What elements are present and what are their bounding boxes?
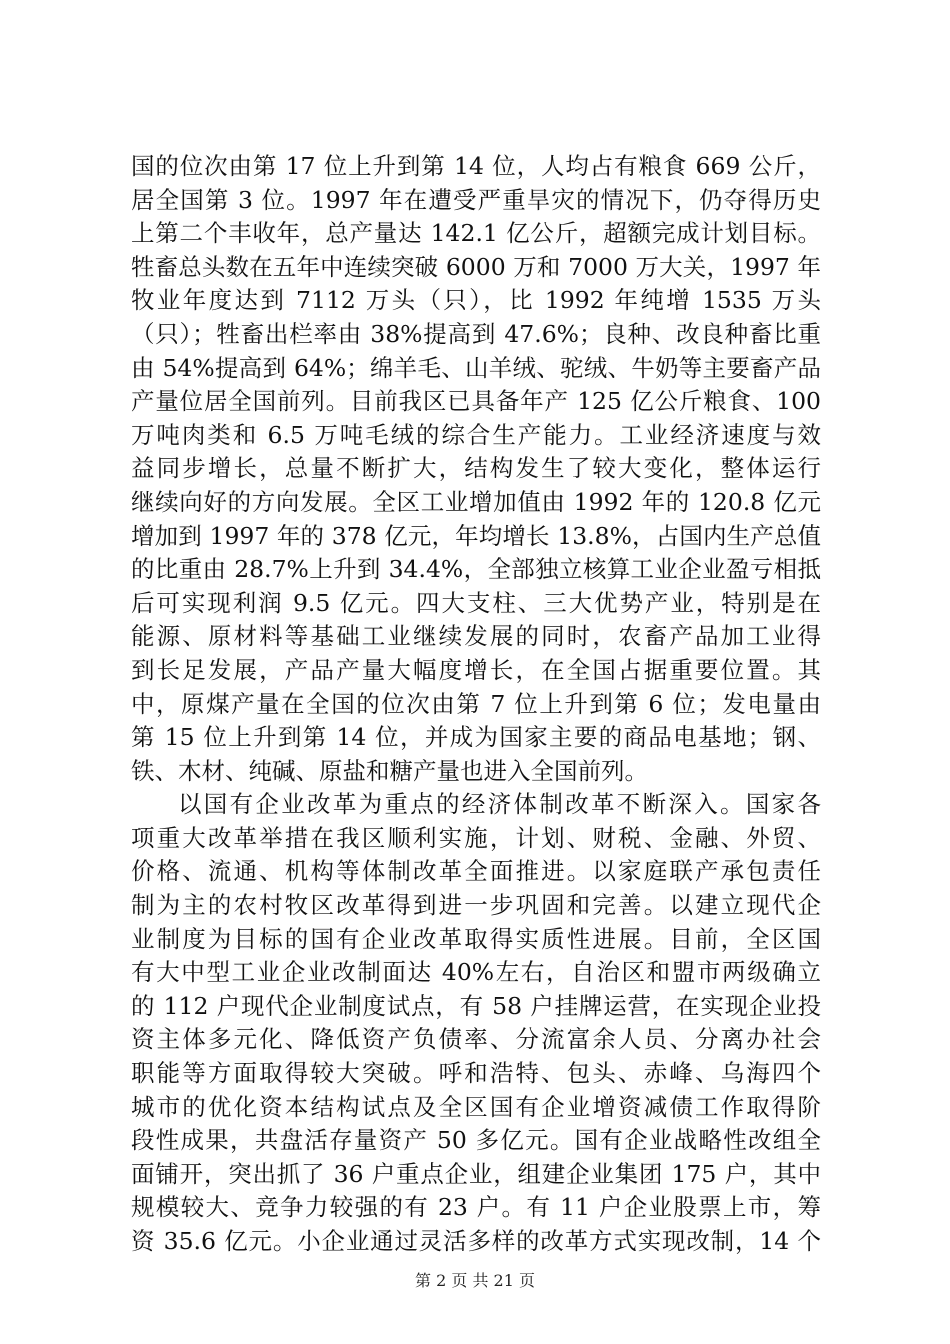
text-line: 规模较大、竞争力较强的有 23 户。有 11 户企业股票上市，筹: [131, 1193, 821, 1222]
text-line: 到长足发展，产品产量大幅度增长，在全国占据重要位置。其: [131, 655, 821, 684]
text-line: 万吨肉类和 6.5 万吨毛绒的综合生产能力。工业经济速度与效: [131, 420, 821, 449]
text-line: 段性成果，共盘活存量资产 50 多亿元。国有企业战略性改组全: [131, 1126, 821, 1155]
text-line: 第 15 位上升到第 14 位，并成为国家主要的商品电基地；钢、: [131, 723, 821, 752]
text-line: 资主体多元化、降低资产负债率、分流富余人员、分离办社会: [131, 1025, 821, 1054]
text-line: 价格、流通、机构等体制改革全面推进。以家庭联产承包责任: [131, 857, 821, 886]
text-line: 继续向好的方向发展。全区工业增加值由 1992 年的 120.8 亿元: [131, 487, 821, 516]
text-line: 的比重由 28.7%上升到 34.4%，全部独立核算工业企业盈亏相抵: [131, 555, 821, 584]
text-line: 增加到 1997 年的 378 亿元，年均增长 13.8%，占国内生产总值: [131, 521, 821, 550]
text-line: 项重大改革举措在我区顺利实施，计划、财税、金融、外贸、: [131, 823, 821, 852]
text-line: 由 54%提高到 64%；绵羊毛、山羊绒、驼绒、牛奶等主要畜产品: [131, 353, 821, 382]
text-line: 牧业年度达到 7112 万头（只），比 1992 年纯增 1535 万头: [131, 286, 821, 315]
text-line: （只）；牲畜出栏率由 38%提高到 47.6%；良种、改良种畜比重: [131, 319, 821, 348]
text-line-paragraph-end: 铁、木材、纯碱、原盐和糖产量也进入全国前列。: [131, 756, 648, 785]
text-line: 面铺开，突出抓了 36 户重点企业，组建企业集团 175 户，其中: [131, 1159, 821, 1188]
text-line: 有大中型工业企业改制面达 40%左右，自治区和盟市两级确立: [131, 958, 821, 987]
text-line: 资 35.6 亿元。小企业通过灵活多样的改革方式实现改制，14 个: [131, 1227, 821, 1255]
text-line: 职能等方面取得较大突破。呼和浩特、包头、赤峰、乌海四个: [131, 1059, 821, 1088]
text-line: 国的位次由第 17 位上升到第 14 位，人均占有粮食 669 公斤，: [131, 152, 821, 180]
page-number-footer: 第 2 页 共 21 页: [415, 1271, 535, 1290]
text-line: 制为主的农村牧区改革得到进一步巩固和完善。以建立现代企: [131, 891, 821, 920]
text-line: 能源、原材料等基础工业继续发展的同时，农畜产品加工业得: [131, 622, 821, 651]
body-text: [131, 150, 821, 1259]
text-line: 后可实现利润 9.5 亿元。四大支柱、三大优势产业，特别是在: [131, 588, 821, 617]
text-line: 居全国第 3 位。1997 年在遭受严重旱灾的情况下，仍夺得历史: [131, 185, 821, 214]
text-line: 上第二个丰收年，总产量达 142.1 亿公斤，超额完成计划目标。: [131, 219, 821, 248]
text-line: 益同步增长，总量不断扩大，结构发生了较大变化，整体运行: [131, 454, 821, 483]
text-line-paragraph-start: 以国有企业改革为重点的经济体制改革不断深入。国家各: [178, 790, 821, 819]
text-line: 的 112 户现代企业制度试点，有 58 户挂牌运营，在实现企业投: [131, 991, 821, 1020]
text-line: 产量位居全国前列。目前我区已具备年产 125 亿公斤粮食、100: [131, 387, 821, 416]
text-line: 牲畜总头数在五年中连续突破 6000 万和 7000 万大关，1997 年: [131, 252, 821, 281]
text-line: 中，原煤产量在全国的位次由第 7 位上升到第 6 位；发电量由: [131, 689, 821, 718]
text-line: 业制度为目标的国有企业改革取得实质性进展。目前，全区国: [131, 924, 821, 953]
text-line: 城市的优化资本结构试点及全区国有企业增资减债工作取得阶: [131, 1092, 821, 1121]
